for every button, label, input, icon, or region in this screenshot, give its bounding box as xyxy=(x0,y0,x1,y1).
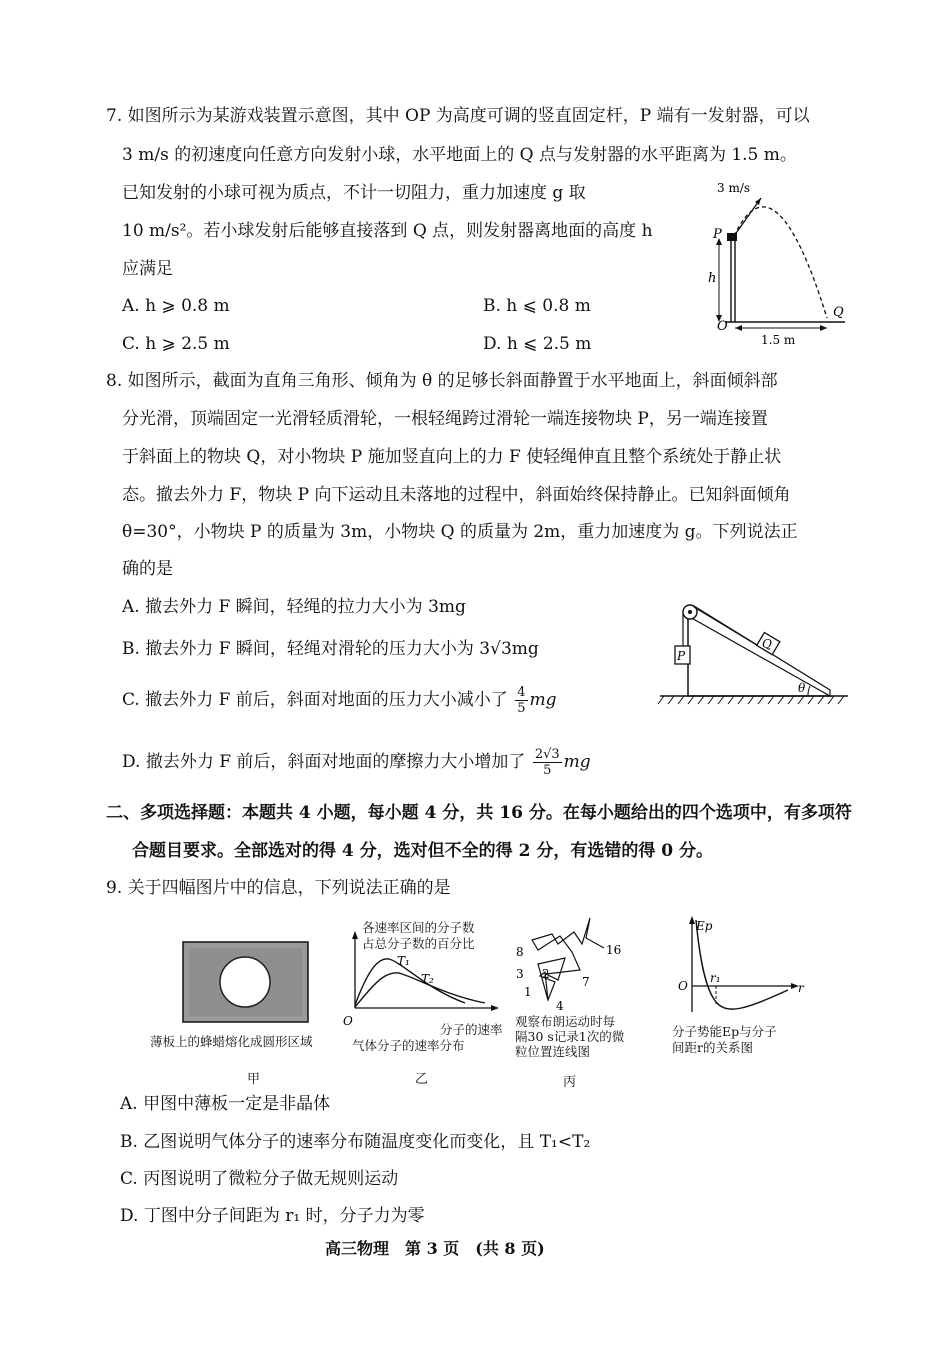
q9-fig-jia-plate xyxy=(183,942,308,1022)
q9-option-c[interactable]: C. 丙图说明了微粒分子做无规则运动 xyxy=(120,1169,399,1189)
q9-fig-yi-origin: O xyxy=(343,1014,353,1028)
q9-fig-bing-point-2: 2 xyxy=(542,967,550,981)
q9-fig-yi-xlabel: 分子的速率 xyxy=(440,1022,503,1037)
q9-fig-ding-caption-2: 间距r的关系图 xyxy=(672,1040,753,1055)
q9-fig-yi-ylabel-2: 占总分子数的百分比 xyxy=(362,936,475,951)
q9-fig-yi-t1: T₁ xyxy=(397,954,410,968)
q8-option-c-denominator: 5 xyxy=(517,701,526,716)
q9-stem: 9. 关于四幅图片中的信息，下列说法正确的是 xyxy=(106,878,451,898)
q9-fig-bing-point-4: 4 xyxy=(556,999,564,1013)
q9-fig-bing-point-8: 8 xyxy=(516,945,524,959)
q8-option-d-text: D. 撤去外力 F 前后，斜面对地面的摩擦力大小增加了 xyxy=(122,752,526,772)
q8-fig-p-label: P xyxy=(677,649,686,663)
q9-option-b[interactable]: B. 乙图说明气体分子的速率分布随温度变化而变化，且 T₁<T₂ xyxy=(120,1132,591,1152)
q8-incline-figure xyxy=(658,600,858,710)
q8-line-5: θ=30°，小物块 P 的质量为 3m，小物块 Q 的质量为 2m，重力加速度为 g。下列说法正 xyxy=(122,522,798,542)
q7-option-b[interactable]: B. h ⩽ 0.8 m xyxy=(483,296,591,316)
q8-fig-theta-label: θ xyxy=(798,681,806,695)
q8-option-d-fraction xyxy=(533,747,562,778)
q9-fig-bing-point-1: 1 xyxy=(524,985,532,999)
q9-fig-ding-caption-1: 分子势能Ep与分子 xyxy=(672,1024,777,1039)
q8-line-2: 分光滑，顶端固定一光滑轻质滑轮，一根轻绳跨过滑轮一端连接物块 P，另一端连接置 xyxy=(122,409,768,429)
q8-option-d-numerator: 2√3 xyxy=(534,747,560,762)
q8-option-c-text: C. 撤去外力 F 前后，斜面对地面的压力大小减小了 xyxy=(122,690,508,710)
q9-fig-bing-caption-1: 观察布朗运动时每 xyxy=(515,1014,616,1029)
q8-option-d-denominator: 5 xyxy=(543,763,552,778)
section-2-heading: 二、多项选择题：本题共 4 小题，每小题 4 分，共 16 分。在每小题给出的四个选项中，有多项符 xyxy=(106,803,852,823)
q9-fig-ding-r1: r₁ xyxy=(710,971,721,985)
q9-fig-bing-point-3: 3 xyxy=(516,967,524,981)
q8-option-a[interactable]: A. 撤去外力 F 瞬间，轻绳的拉力大小为 3mg xyxy=(122,597,466,617)
q9-fig-jia-label: 甲 xyxy=(247,1072,261,1087)
q9-fig-bing-caption-2: 隔30 s记录1次的微 xyxy=(515,1029,625,1044)
q9-fig-ding-chart xyxy=(670,912,810,1022)
q9-fig-ding-ylabel: Ep xyxy=(696,919,713,933)
q9-fig-yi-label: 乙 xyxy=(415,1072,429,1087)
q9-fig-bing-caption-3: 粒位置连线图 xyxy=(515,1044,591,1059)
section-2-heading-continued: 合题目要求。全部选对的得 4 分，选对但不全的得 2 分，有选错的得 0 分。 xyxy=(132,841,713,861)
q9-option-d[interactable]: D. 丁图中分子间距为 r₁ 时，分子力为零 xyxy=(120,1206,425,1226)
page-footer: 高三物理 第 3 页 (共 8 页) xyxy=(325,1239,545,1258)
q7-option-a[interactable]: A. h ⩾ 0.8 m xyxy=(122,296,230,316)
q9-fig-ding-r: r xyxy=(798,981,804,995)
q7-option-c[interactable]: C. h ⩾ 2.5 m xyxy=(122,334,230,354)
q9-fig-bing-label: 丙 xyxy=(563,1075,577,1090)
q9-fig-yi-caption: 气体分子的速率分布 xyxy=(352,1038,465,1053)
q9-fig-jia-caption: 薄板上的蜂蜡熔化成圆形区域 xyxy=(150,1034,313,1049)
q8-line-3: 于斜面上的物块 Q，对小物块 P 施加竖直向上的力 F 使轻绳伸直且整个系统处于静止状 xyxy=(122,447,782,467)
q9-fig-yi-ylabel-1: 各速率区间的分子数 xyxy=(362,920,475,935)
q8-option-b[interactable]: B. 撤去外力 F 瞬间，轻绳对滑轮的压力大小为 3√3mg xyxy=(122,639,539,659)
q7-projectile-figure xyxy=(705,180,855,350)
q7-fig-q-label: Q xyxy=(833,305,844,320)
q8-option-c[interactable] xyxy=(122,682,557,718)
q7-option-d[interactable]: D. h ⩽ 2.5 m xyxy=(483,334,592,354)
q9-option-a[interactable]: A. 甲图中薄板一定是非晶体 xyxy=(120,1094,331,1114)
q8-fig-q-label: Q xyxy=(762,637,772,651)
q7-fig-o-label: O xyxy=(717,319,728,334)
q8-line-1: 8. 如图所示，截面为直角三角形、倾角为 θ 的足够长斜面静置于水平地面上，斜面倾斜部 xyxy=(106,371,778,391)
q8-line-6: 确的是 xyxy=(122,559,173,579)
q9-fig-bing-point-7: 7 xyxy=(582,975,590,989)
q9-fig-bing-path xyxy=(510,912,630,1012)
q9-fig-yi-t2: T₂ xyxy=(421,972,434,986)
q8-option-c-numerator: 4 xyxy=(517,685,526,700)
q8-option-c-fraction xyxy=(515,685,527,716)
q7-line-5: 应满足 xyxy=(122,259,173,279)
q8-line-4: 态。撤去外力 F，物块 P 向下运动且未落地的过程中，斜面始终保持静止。已知斜面倾角 xyxy=(122,485,791,505)
q7-line-2: 3 m/s 的初速度向任意方向发射小球，水平地面上的 Q 点与发射器的水平距离为 1.5 m。 xyxy=(122,145,797,165)
q7-fig-distance-label: 1.5 m xyxy=(761,333,796,347)
q7-fig-speed-label: 3 m/s xyxy=(717,181,751,195)
q7-line-3: 已知发射的小球可视为质点，不计一切阻力，重力加速度 g 取 xyxy=(122,183,586,203)
q8-option-c-unit: mg xyxy=(529,690,557,710)
q7-fig-h-label: h xyxy=(708,271,717,286)
q8-option-d-unit: mg xyxy=(563,752,591,772)
q9-fig-bing-point-16: 16 xyxy=(606,943,622,957)
q9-fig-yi-chart xyxy=(343,933,505,1028)
q9-fig-ding-origin: O xyxy=(678,979,688,993)
q7-line-1: 7. 如图所示为某游戏装置示意图，其中 OP 为高度可调的竖直固定杆，P 端有一发射器，可以 xyxy=(106,106,810,126)
q8-option-d[interactable] xyxy=(122,744,591,780)
q7-fig-p-label: P xyxy=(713,227,722,242)
q7-line-4: 10 m/s²。若小球发射后能够直接落到 Q 点，则发射器离地面的高度 h xyxy=(122,221,653,241)
